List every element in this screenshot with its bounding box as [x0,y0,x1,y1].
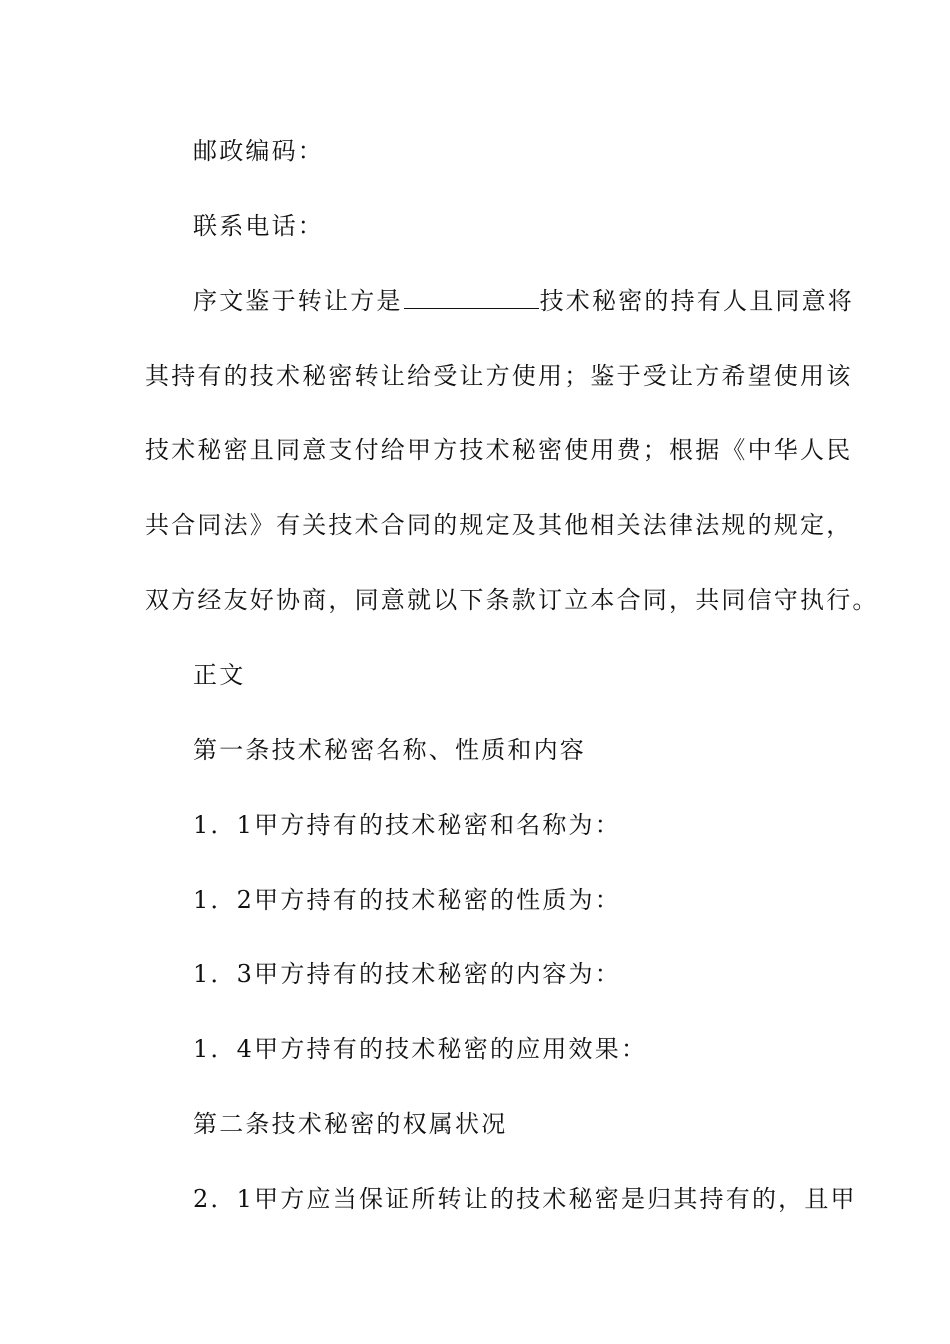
preamble-line-4: 共合同法》有关技术合同的规定及其他相关法律法规的规定， [145,511,853,539]
article-1-title: 第一条技术秘密名称、性质和内容 [193,736,586,764]
postal-code-label: 邮政编码： [193,137,324,165]
preamble-line-2: 其持有的技术秘密转让给受让方使用；鉴于受让方希望使用该 [145,362,853,390]
item-1-2: 1．2甲方持有的技术秘密的性质为： [193,886,621,914]
preamble-line-3: 技术秘密且同意支付给甲方技术秘密使用费；根据《中华人民 [145,436,853,464]
item-2-1: 2．1甲方应当保证所转让的技术秘密是归其持有的，且甲 [193,1185,857,1213]
main-text-heading: 正文 [193,661,246,689]
item-1-4: 1．4甲方持有的技术秘密的应用效果： [193,1035,648,1063]
item-1-3: 1．3甲方持有的技术秘密的内容为： [193,960,621,988]
fill-in-blank [404,286,539,309]
preamble-text-end: 技术秘密的持有人且同意将 [539,287,855,315]
preamble-line-5: 双方经友好协商，同意就以下条款订立本合同，共同信守执行。 [145,586,879,614]
preamble-line-1 [193,286,854,316]
article-2-title: 第二条技术秘密的权属状况 [193,1110,508,1138]
phone-label: 联系电话： [193,212,324,240]
item-1-1: 1．1甲方持有的技术秘密和名称为： [193,811,621,839]
preamble-text-start: 序文鉴于转让方是 [193,287,403,315]
